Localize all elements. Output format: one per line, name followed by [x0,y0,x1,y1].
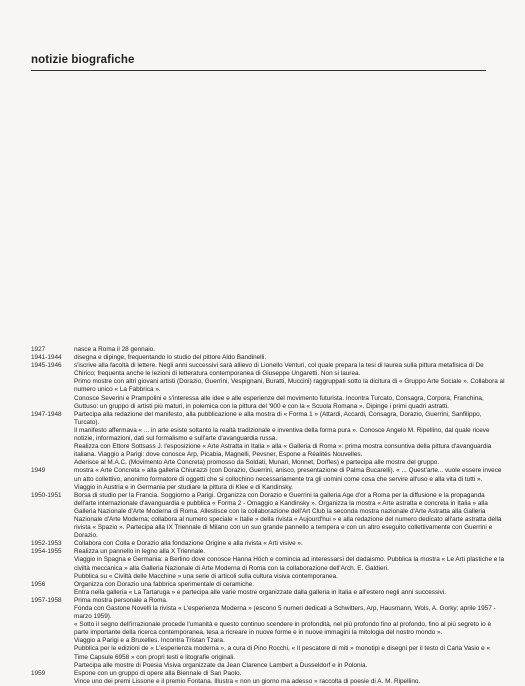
biography-entries [31,346,505,686]
entry-paragraph: Entra nella galleria « La Tartaruga » e partecipa alle varie mostre organizzate dalla galleria in Italia e all'estero negli anni successivi. [74,588,446,596]
biography-entry [31,540,505,548]
entry-body [74,597,505,670]
entry-paragraph: « Sotto il segno dell'irrazionale procede l'umanità e questo continuo scendere in profondità, nel più profondo fino al profondo, fino al più segreto io è parte importante della ricerca contemporanea, tesa a ricreare in nuove forme e in nuove immagini la mitologia del nostro mondo ». [74,621,492,637]
biography-entry [31,670,505,686]
entry-paragraph: Viaggio a Parigi e a Bruxelles. Incontra Tristan Tzara. [74,637,225,645]
entry-body [74,581,505,597]
entry-body [74,492,505,541]
entry-year: 1947-1948 [31,410,62,418]
entry-paragraph: Viaggio in Austria e in Germania per studiare la pittura di Klee e di Kandinsky. [74,483,293,491]
entry-body [74,411,505,468]
entry-paragraph: disegna e dipinge, frequentando lo studio del pittore Aldo Bandinelli. [74,354,267,362]
entry-paragraph: Aderisce al M.A.C. (Movimento Arte Concreta) promosso da Soldati, Munari, Monnet, Dorfles) e partecipa alle mostre del gruppo. [74,459,440,467]
entry-paragraph: mostra « Arte Concreta » alla galleria Chiurazzi (con Dorazio, Guerrini, anisco, presentazione di Palma Bucarelli). « ... Quest'arte... vuole essere invece un atto collettivo, anonimo formatore di oggetti che si collochino necessariamente tra gli uomini come cosa che servire all'uso e alla vita di tutti ». [74,467,502,483]
title-divider [31,70,486,71]
entry-year: 1952-1953 [31,540,62,548]
entry-body [74,362,505,411]
entry-body [74,540,505,548]
entry-year: 1959 [31,669,46,677]
entry-paragraph: Prima mostra personale a Roma. [74,596,168,604]
entry-body [74,467,505,491]
entry-body [74,548,505,580]
entry-paragraph: Viaggio in Spagna e Germania: a Berlino dove conosce Hanna Höch e comincia ad interessarsi del dadaismo. Pubblica la mostra « Le Arti plastiche e la civiltà meccanica » alla Galleria Nazionale di Arte Moderna di Roma con la collaborazione dell'Arch. E. Galdieri. [74,556,505,572]
entry-paragraph: Partecipa alle mostre di Poesia Visiva organizzate da Jean Clarence Lambert a Dusseldorf e in Polonia. [74,661,368,669]
entry-paragraph: Organizza con Dorazio una fabbrica sperimentale di ceramiche. [74,580,255,588]
entry-year: 1957-1958 [31,596,62,604]
entry-year: 1956 [31,580,46,588]
entry-paragraph: Conosce Severini e Prampolini e s'interessa alle idee e alle esperienze del movimento futurista. Incontra Turcato, Consagra, Corpora, Franchina, Guttuso: un gruppo di artisti più maturi, in polemica con la pittura del '900 e con la « Scuola Romana ». Dipinge i primi quadri astratti. [74,394,484,410]
biography-entry [31,492,505,541]
biography-entry [31,467,505,491]
entry-year: 1941-1944 [31,354,62,362]
entry-year: 1950-1951 [31,491,62,499]
biography-entry [31,581,505,597]
entry-paragraph: Borsa di studio per la Francia. Soggiorno a Parigi. Organizza con Dorazio e Guerrini la galleria Age d'or a Roma per la diffusione e la propaganda dell'arte internazionale d'avanguardia e pubblica « Forma 2 - Omaggio a Kandinsky ». Organizza la mostra « Arte astratta e concreta in Italia » alla Galleria Nazionale d'Arte Moderna di Roma. Allestisce con la collaborazione dell'Art Club la seconda mostra nazionale d'Arte Astratta alla Galleria Nazionale d'Arte Moderna; collabora al numero speciale « Italie » della rivista « Aujourd'hui » e alla redazione del numero dedicato all'arte astratta della rivista « Spazio ». Partecipa alla IX Triennale di Milano con un suo grande pannello a tempera e con un altro eseguito collettivamente con Guerrini e Dorazio. [74,491,502,540]
entry-paragraph: Pubblica su « Civiltà delle Macchine » una serie di articoli sulla cultura visiva contemporanea. [74,572,338,580]
entry-paragraph: Espone con un gruppo di opere alla Biennale di San Paolo. [74,669,242,677]
biography-entry [31,411,505,468]
entry-paragraph: Collabora con Colla e Dorazio alla fondazione Origine e alla rivista « Arti visive ». [74,540,303,548]
biography-entry [31,346,505,354]
entry-body [74,346,505,354]
entry-body [74,670,505,686]
entry-paragraph: Primo mostre con altri giovani artisti (Dorazio, Guerrini, Vespignani, Buratti, Muccini) raggruppati sotto la dicitura di « Gruppo Arte Sociale ». Collabora al numero unico « La Fabbrica ». [74,378,505,394]
entry-paragraph: Il manifesto affermava « ... in arte esiste soltanto la realtà tradizionale e inventiva della forma pura ». Conosce Angelo M. Ripellino, dal quale riceve notizie, informazioni, dati sul formalismo e sull'arte d'avanguardia russa. [74,426,490,443]
entry-paragraph: s'iscrive alla facoltà di lettere. Negli anni successivi sarà allievo di Lionello Venturi, col quale prepara la tesi di laurea sulla pittura metafisica di De Chirico; frequenta anche le lezioni di letteratura contemporanea di Giuseppe Ungaretti. Non si laurea. [74,362,484,378]
entry-body [74,354,505,362]
entry-paragraph: Vince uno dei premi Lissone e il premio Fontana. Illustra « non un giorno ma adesso » raccolta di poesie di A. M. Ripellino. [74,677,421,685]
entry-paragraph: Partecipa alla redazione del manifesto, alla pubblicazione e alla mostra di « Forma 1 » (Attardi, Accardi, Consagra, Dorazio, Guerrini, Sanfilippo, Turcato). [74,410,482,426]
entry-year: 1927 [31,346,46,353]
entry-year: 1949 [31,467,46,475]
entry-year: 1945-1946 [31,362,62,370]
entry-paragraph: Fonda con Gastone Novelli la rivista « L'esperienza Moderna » (escono 5 numeri dedicati a Schwitters, Arp, Hausmann, Wols, A. Gorky; aprile 1957 - marzo 1959). [74,605,496,621]
biography-entry [31,548,505,580]
biography-entry [31,362,505,411]
entry-paragraph: Realizza con Ettore Sottsass J. l'esposizione « Arte Astratta in Italia » alla « Galleria di Roma »: prima mostra consuntiva della pittura d'avanguardia italiana. Viaggio a Parigi: dove conosce Arp, Picabia, Magnelli, Pevsner, Espone a Réalités Nouvelles. [74,443,492,459]
biography-entry [31,354,505,362]
entry-year: 1954-1955 [31,548,62,556]
biography-entry [31,597,505,670]
entry-paragraph: Pubblica per le edizioni de « L'esperienza moderna », a cura di Pino Rocchi, « Il pescatore di miti » monotipi e disegni per il testo di Carla Vasio e « Time Capsule 6958 » con propri testi e litografie originali. [74,645,491,661]
entry-paragraph: Realizza un pannello in legno alla X Triennale. [74,548,206,556]
entry-paragraph: nasce a Roma il 28 gennaio. [74,346,156,353]
page-title: notizie biografiche [31,54,135,66]
